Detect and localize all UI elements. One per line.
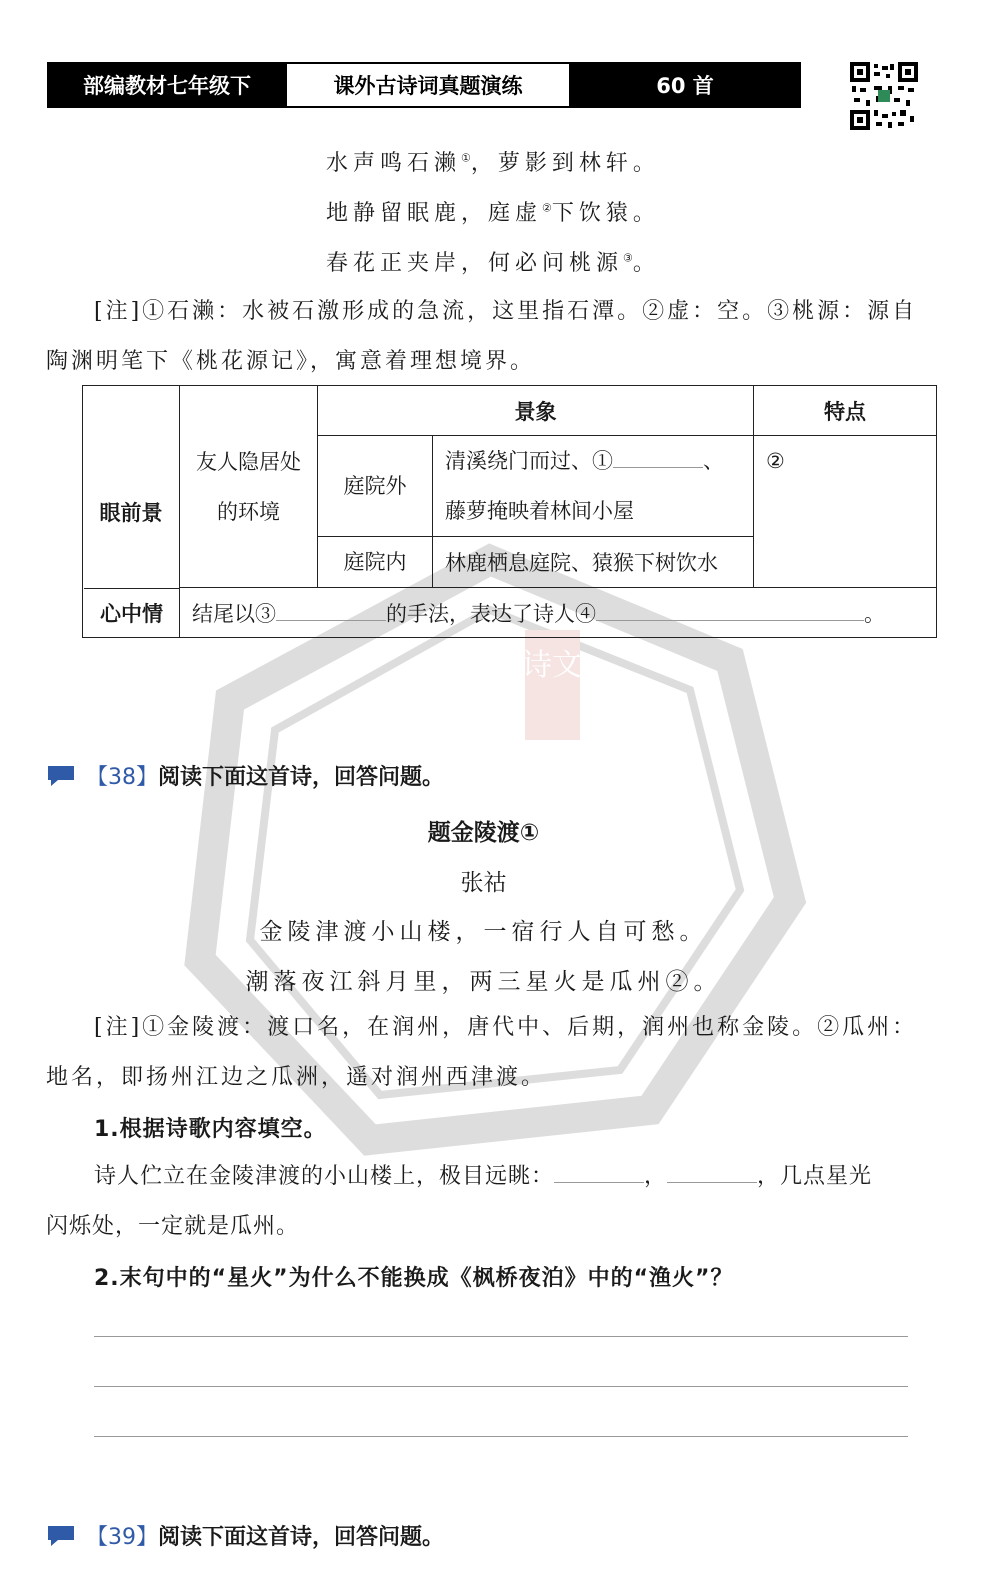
cell-inside: 庭院内 <box>318 537 433 588</box>
answer-line-3[interactable] <box>94 1436 908 1437</box>
seal-char-1: 诗文 <box>522 648 582 683</box>
poem1-line-2: 地静留眠鹿，庭虚②下饮猿。 <box>326 201 660 226</box>
cell-tedian: 特点 <box>754 386 937 436</box>
poem1-line-1: 水声鸣石濑①，萝影到林轩。 <box>326 151 660 176</box>
header-title: 课外古诗词真题演练 <box>285 64 571 106</box>
cell-xinzhongqing: 心中情 <box>84 588 179 637</box>
answer-line-2[interactable] <box>94 1386 908 1387</box>
q39-instruction: 阅读下面这首诗，回答问题。 <box>158 1525 445 1550</box>
q38-number: 【38】 <box>86 765 158 790</box>
q38-line-2: 潮落夜江斜月里，两三星火是瓜州②。 <box>245 969 722 995</box>
speech-bubble-icon <box>46 764 76 788</box>
q38-sub2: 2.末句中的“星火”为什么不能换成《枫桥夜泊》中的“渔火”？ <box>94 1266 734 1291</box>
poem1-note <box>46 287 926 387</box>
blank-1[interactable] <box>613 467 703 468</box>
q38-note <box>46 1003 926 1103</box>
cell-yanqianjing: 眼前景 <box>83 386 180 638</box>
fill-blank-2[interactable] <box>667 1182 757 1183</box>
cell-outside-text: 清溪绕门而过、① 、 藤萝掩映着林间小屋 <box>433 436 754 537</box>
q38-instruction: 阅读下面这首诗，回答问题。 <box>158 765 445 790</box>
cell-heart-text: 结尾以③ 的手法，表达了诗人④ 。 <box>180 588 937 638</box>
blank-3[interactable] <box>276 620 386 621</box>
cell-feature-blank[interactable]: ② <box>754 436 937 588</box>
poem1-line-3: 春花正夹岸，何必问桃源③。 <box>326 251 660 276</box>
fill-blank-1[interactable] <box>554 1182 644 1183</box>
blank-4[interactable] <box>596 620 864 621</box>
page-header <box>47 62 801 108</box>
q39-header <box>46 1520 444 1551</box>
q38-fill-paragraph: 诗人伫立在金陵津渡的小山楼上，极目远眺： ， ，几点星光 闪烁处，一定就是瓜州。 <box>46 1164 873 1239</box>
cell-jingxiang: 景象 <box>318 386 754 436</box>
speech-bubble-icon <box>46 1524 76 1548</box>
answer-line-1[interactable] <box>94 1336 908 1337</box>
cell-outside: 庭院外 <box>318 436 433 537</box>
analysis-table <box>82 385 937 638</box>
header-count: 60 首 <box>571 64 799 106</box>
cell-inside-text: 林鹿栖息庭院、猿猴下树饮水 <box>433 537 754 588</box>
q38-poem-title: 题金陵渡① <box>427 820 540 846</box>
q38-header <box>46 760 444 791</box>
q38-note-line-1: [注]①金陵渡：渡口名，在润州，唐代中、后期，润州也称金陵。②瓜州： <box>94 1015 918 1040</box>
q38-sub1: 1.根据诗歌内容填空。 <box>94 1117 327 1142</box>
q38-author: 张祜 <box>460 870 507 896</box>
header-textbook: 部编教材七年级下 <box>49 64 285 106</box>
qr-code-icon[interactable] <box>850 62 918 130</box>
q38-note-line-2: 地名，即扬州江边之瓜洲，遥对润州西津渡。 <box>46 1065 547 1090</box>
q39-number: 【39】 <box>86 1525 158 1550</box>
poem1-note-line-2: 陶渊明笔下《桃花源记》，寓意着理想境界。 <box>46 349 536 374</box>
q38-line-1: 金陵津渡小山楼，一宿行人自可愁。 <box>259 919 708 945</box>
poem1-note-line-1: [注]①石濑：水被石激形成的急流，这里指石潭。②虚：空。③桃源：源自 <box>94 299 918 324</box>
cell-env: 友人隐居处 的环境 <box>180 386 318 588</box>
